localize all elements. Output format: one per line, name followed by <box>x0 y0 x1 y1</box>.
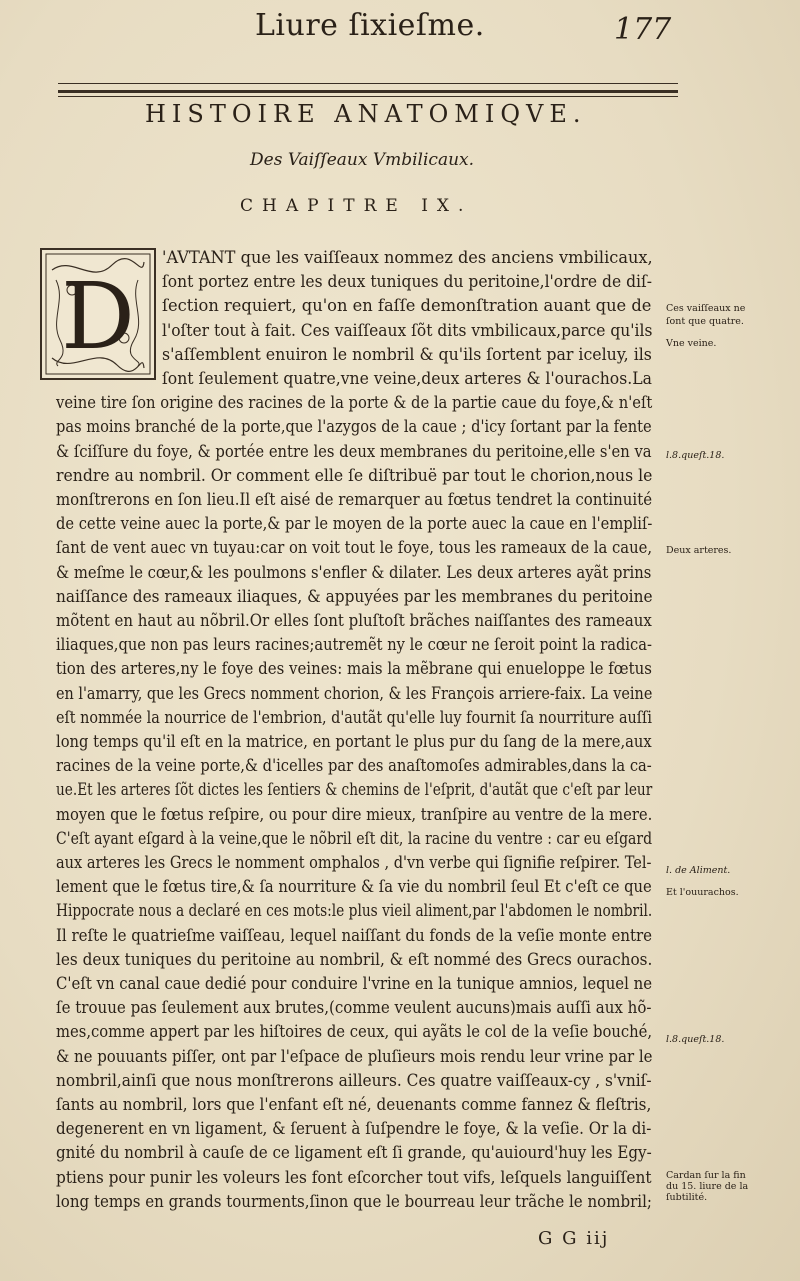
text-line: mes,comme appert par les hiſtoires de ceux, qui ayãts le col de la veſie bouché, <box>56 1021 653 1042</box>
margin-note: Cardan ſur la fin <box>666 1170 746 1181</box>
section-title: Des Vaiſſeaux Vmbilicaux. <box>250 150 475 170</box>
text-line: veine tire ſon origine des racines de la porte & de la partie caue du foye,& n'eſt <box>56 392 653 413</box>
text-line: aux arteres les Grecs le nomment omphalos , d'vn verbe qui ſignifie reſpirer. Tel- <box>56 852 652 872</box>
margin-note: l. de Aliment. <box>666 865 731 876</box>
text-line: 'AVTANT que les vaiſſeaux nommez des anciens vmbilicaux, <box>162 247 653 267</box>
margin-note: Ces vaiſſeaux ne <box>666 303 746 314</box>
book-heading: HISTOIRE ANATOMIQVE. <box>145 100 587 128</box>
text-line: lement que le fœtus tire,& ſa nourriture & ſa vie du nombril ſeul Et c'eſt ce que <box>56 876 652 897</box>
text-line: en l'amarry, que les Grecs nomment chorion, & les François arriere-faix. La veine <box>56 682 653 703</box>
text-line: ſants au nombril, lors que l'enfant eſt né, deuenants comme fannez & fleſtris, <box>56 1094 652 1114</box>
text-line: nombril,ainſi que nous monſtrerons ailleurs. Ces quatre vaiſſeaux-cy , s'vniſ- <box>56 1069 652 1090</box>
text-line: tion des arteres,ny le foye des veines: mais la mẽbrane qui enueloppe le fœtus <box>56 658 652 679</box>
text-line: moyen que le fœtus reſpire, ou pour dire mieux, tranſpire au ventre de la mere. <box>56 803 653 824</box>
text-line: ptiens pour punir les voleurs les font eſcorcher tout vifs, leſquels languiſſent <box>56 1166 652 1187</box>
page-number: 177 <box>614 12 672 47</box>
margin-note: du 15. liure de la <box>666 1181 749 1192</box>
text-line: gnité du nombril à cauſe de ce ligament eſt ſi grande, qu'auiourd'huy les Egy- <box>56 1142 652 1163</box>
text-line: C'eſt vn canal caue dedié pour conduire l'vrine en la tunique amnios, lequel ne <box>56 973 653 993</box>
text-line: l'oſter tout à fait. Ces vaiſſeaux ſõt dits vmbilicaux,parce qu'ils <box>162 319 653 340</box>
text-line: degenerent en vn ligament, & ſeruent à ſuſpendre le foye, & la veſie. Or la di- <box>56 1118 652 1139</box>
running-title: Liure ſixieſme. <box>255 8 485 43</box>
chapter-heading: CHAPITRE IX. <box>240 196 473 216</box>
text-line: mõtent en haut au nõbril.Or elles ſont pluſtoſt brãches naiſſantes des rameaux <box>56 610 652 630</box>
text-line: ue.Et les arteres ſõt dictes les ſentiers & chemins de l'eſprit, d'autãt que c'eſt par leur <box>56 779 653 800</box>
margin-note: l.8.queſt.18. <box>666 1034 725 1045</box>
text-line: les deux tuniques du peritoine au nombril, & eſt nommé des Grecs ourachos. <box>56 948 653 969</box>
text-line: de cette veine auec la porte,& par le moyen de la porte auec la caue en l'empliſ- <box>56 513 653 534</box>
text-line: ſont ſeulement quatre,vne veine,deux arteres & l'ourachos.La <box>162 368 652 388</box>
margin-note: Deux arteres. <box>666 545 732 556</box>
text-line: C'eſt ayant eſgard à la veine,que le nõbril eſt dit, la racine du ventre : car eu eſgard <box>56 827 653 848</box>
margin-note: Et l'ouurachos. <box>666 887 739 898</box>
text-line: iliaques,que non pas leurs racines;autremẽt ny le cœur ne ſeroit point la radica- <box>56 634 652 655</box>
text-line: Il reſte le quatrieſme vaiſſeau, lequel naiſſant du fonds de la veſie monte entre <box>56 924 653 945</box>
margin-note: ſont que quatre. <box>666 316 744 327</box>
text-line: pas moins branché de la porte,que l'azygos de la caue ; d'icy ſortant par la fente <box>56 416 652 437</box>
text-line: & meſme le cœur,& les poulmons s'enfler & dilater. Les deux arteres ayãt prins <box>56 561 652 582</box>
text-line: rendre au nombril. Or comment elle ſe diſtribuë par tout le chorion,nous le <box>56 464 653 485</box>
text-line: ſant de vent auec vn tuyau:car on voit tout le foye, tous les rameaux de la caue, <box>56 537 653 558</box>
signature-mark: G G iij <box>538 1228 610 1249</box>
text-line: long temps en grands tourments,ſinon que le bourreau leur trãche le nombril; <box>56 1190 652 1211</box>
text-line: s'aſſemblent enuiron le nombril & qu'ils ſortent par iceluy, ils <box>162 343 652 364</box>
text-line: Hippocrate nous a declaré en ces mots:le plus vieil aliment,par l'abdomen le nombril. <box>56 900 653 921</box>
text-line: long temps qu'il eſt en la matrice, en portant le plus pur du ſang de la mere,aux <box>56 731 652 751</box>
text-line: monſtrerons en ſon lieu.Il eſt aisé de remarquer au fœtus tendret la continuité <box>56 489 653 509</box>
text-line: & ſciſſure du foye, & portée entre les deux membranes du peritoine,elle s'en va <box>56 440 652 461</box>
drop-cap-letter: D <box>61 263 135 370</box>
text-line: eſt nommée la nourrice de l'embrion, d'autãt qu'elle luy fournit ſa nourriture auſſi <box>56 706 652 727</box>
text-line: ſe trouue pas ſeulement aux brutes,(comme veulent aucuns)mais auſſi aux hõ- <box>56 997 652 1018</box>
text-line: & ne pouuants piſſer, ont par l'eſpace de pluſieurs mois rendu leur vrine par le <box>56 1045 653 1066</box>
text-line: racines de la veine porte,& d'icelles par des anaſtomoſes admirables,dans la ca- <box>56 755 652 776</box>
margin-note: l.8.queſt.18. <box>666 450 725 461</box>
margin-note: ſubtilité. <box>666 1192 708 1203</box>
text-line: ſont portez entre les deux tuniques du peritoine,l'ordre de diſ- <box>162 271 653 292</box>
text-line: naiſſance des rameaux iliaques, & appuyées par les membranes du peritoine <box>56 585 653 606</box>
text-line: ſection requiert, qu'on en faſſe demonſtration auant que de <box>162 295 652 316</box>
margin-note: Vne veine. <box>666 338 717 349</box>
